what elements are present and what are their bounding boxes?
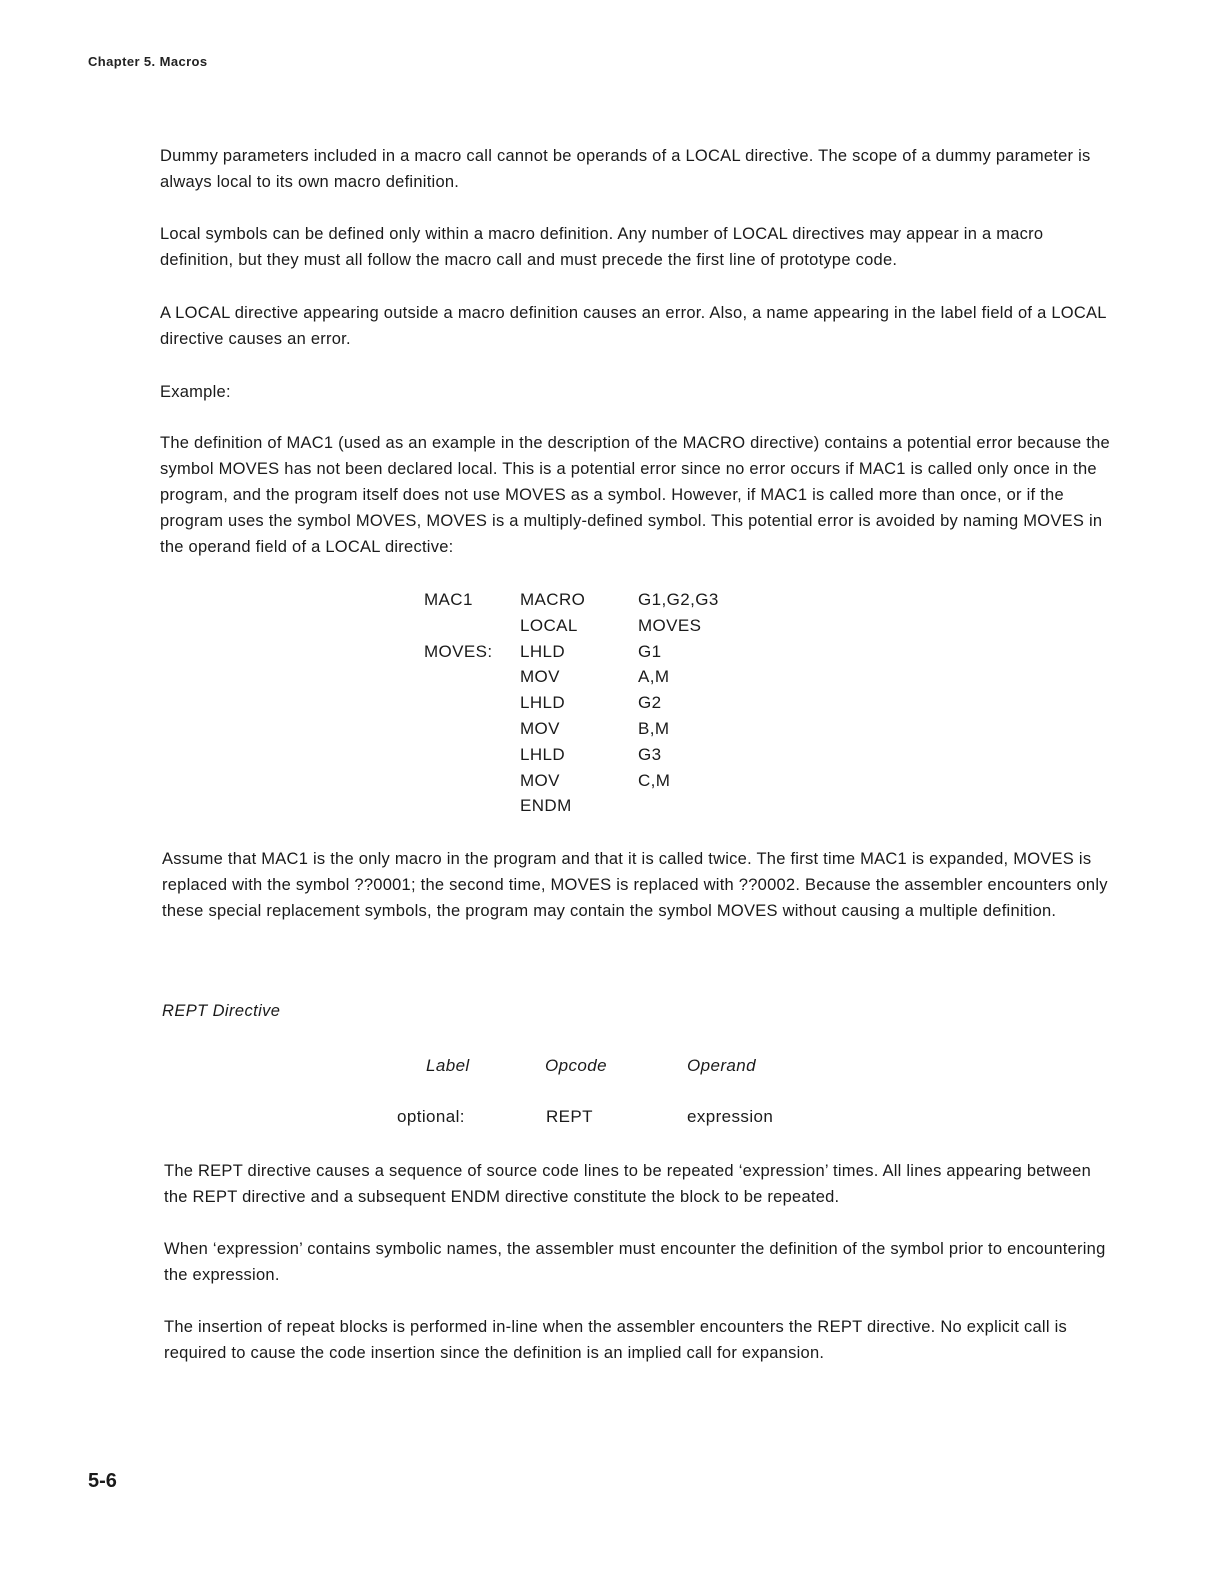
code-label [424, 793, 520, 819]
code-line [424, 664, 758, 690]
code-label [424, 716, 520, 742]
code-operand: B,M [638, 718, 670, 738]
paragraph-dummy-params: Dummy parameters included in a macro call cannot be operands of a LOCAL directive. The scope of a dummy parameter is always local to its own macro definition. [160, 147, 1091, 191]
code-opcode: MOV [520, 770, 560, 790]
opcode-value: REPT [546, 1107, 593, 1126]
code-opcode: LHLD [520, 693, 566, 713]
code-line [424, 768, 758, 794]
code-label: MAC1 [424, 590, 473, 609]
label-column-header: Label [426, 1056, 470, 1075]
code-label: MOVES: [424, 641, 493, 661]
code-operand: G3 [638, 744, 662, 764]
code-label [424, 613, 520, 639]
code-opcode: ENDM [520, 796, 572, 816]
code-operand: G2 [638, 693, 662, 713]
code-line [424, 639, 758, 665]
opcode-column-header: Opcode [545, 1056, 607, 1075]
code-operand: MOVES [638, 615, 702, 635]
rept-directive-heading: REPT Directive [162, 1002, 281, 1020]
format-value-row [0, 1107, 1224, 1131]
operand-column-header: Operand [687, 1056, 756, 1075]
running-header: Chapter 5. Macros [88, 54, 208, 69]
code-line [424, 716, 758, 742]
paragraph-mac1-definition: The definition of MAC1 (used as an example in the description of the MACRO directive) contains a potential error because the symbol MOVES has not been declared local. This is a potential error since no error occurs if MAC1 is called only once in the program, and the program itself does not use MOVES as a symbol. However, if MAC1 is called more than once, or if the program uses the symbol MOVES, MOVES is a multiply-defined symbol. This potential error is avoided by naming MOVES in the operand field of a LOCAL directive: [160, 434, 1110, 556]
code-opcode: LOCAL [520, 615, 578, 635]
code-operand: G1 [638, 641, 662, 661]
paragraph-rept-description: The REPT directive causes a sequence of source code lines to be repeated ‘expression’ times. All lines appearing between the REPT directive and a subsequent ENDM directive constitute the block to be repeated. [164, 1162, 1092, 1206]
code-label [424, 742, 520, 768]
code-label [424, 664, 520, 690]
code-label [424, 690, 520, 716]
code-line [424, 793, 758, 819]
code-opcode: MACRO [520, 590, 586, 609]
code-opcode: MOV [520, 667, 560, 687]
code-line [424, 587, 758, 613]
paragraph-local-symbols: Local symbols can be defined only within a macro definition. Any number of LOCAL directives may appear in a macro definition, but they must all follow the macro call and must precede the first line of prototype code. [160, 225, 1044, 269]
code-opcode: LHLD [520, 641, 566, 661]
paragraph-symbolic-names: When ‘expression’ contains symbolic names, the assembler must encounter the definition of the symbol prior to encountering the expression. [164, 1240, 1106, 1284]
code-operand [638, 793, 758, 819]
code-line [424, 742, 758, 768]
code-operand: G1,G2,G3 [638, 590, 719, 609]
code-line [424, 690, 758, 716]
code-operand: C,M [638, 770, 671, 790]
code-listing [424, 587, 758, 819]
page-number: 5-6 [88, 1470, 117, 1492]
paragraph-local-error: A LOCAL directive appearing outside a macro definition causes an error. Also, a name appearing in the label field of a LOCAL directive causes an error. [160, 304, 1107, 348]
code-label [424, 768, 520, 794]
code-operand: A,M [638, 667, 670, 687]
format-header-row [0, 1056, 1224, 1080]
paragraph-assume-mac1: Assume that MAC1 is the only macro in the program and that it is called twice. The first time MAC1 is expanded, MOVES is replaced with the symbol ??0001; the second time, MOVES is replaced with ??0002. Because the assembler encounters only these special replacement symbols, the program may contain the symbol MOVES without causing a multiple definition. [162, 850, 1108, 920]
code-opcode: MOV [520, 718, 560, 738]
code-line [424, 613, 758, 639]
example-label: Example: [160, 383, 231, 401]
label-value: optional: [397, 1107, 465, 1126]
code-opcode: LHLD [520, 744, 566, 764]
paragraph-inline-insertion: The insertion of repeat blocks is performed in-line when the assembler encounters the REPT directive. No explicit call is required to cause the code insertion since the definition is an implied call for expansion. [164, 1318, 1068, 1362]
operand-value: expression [687, 1107, 774, 1126]
